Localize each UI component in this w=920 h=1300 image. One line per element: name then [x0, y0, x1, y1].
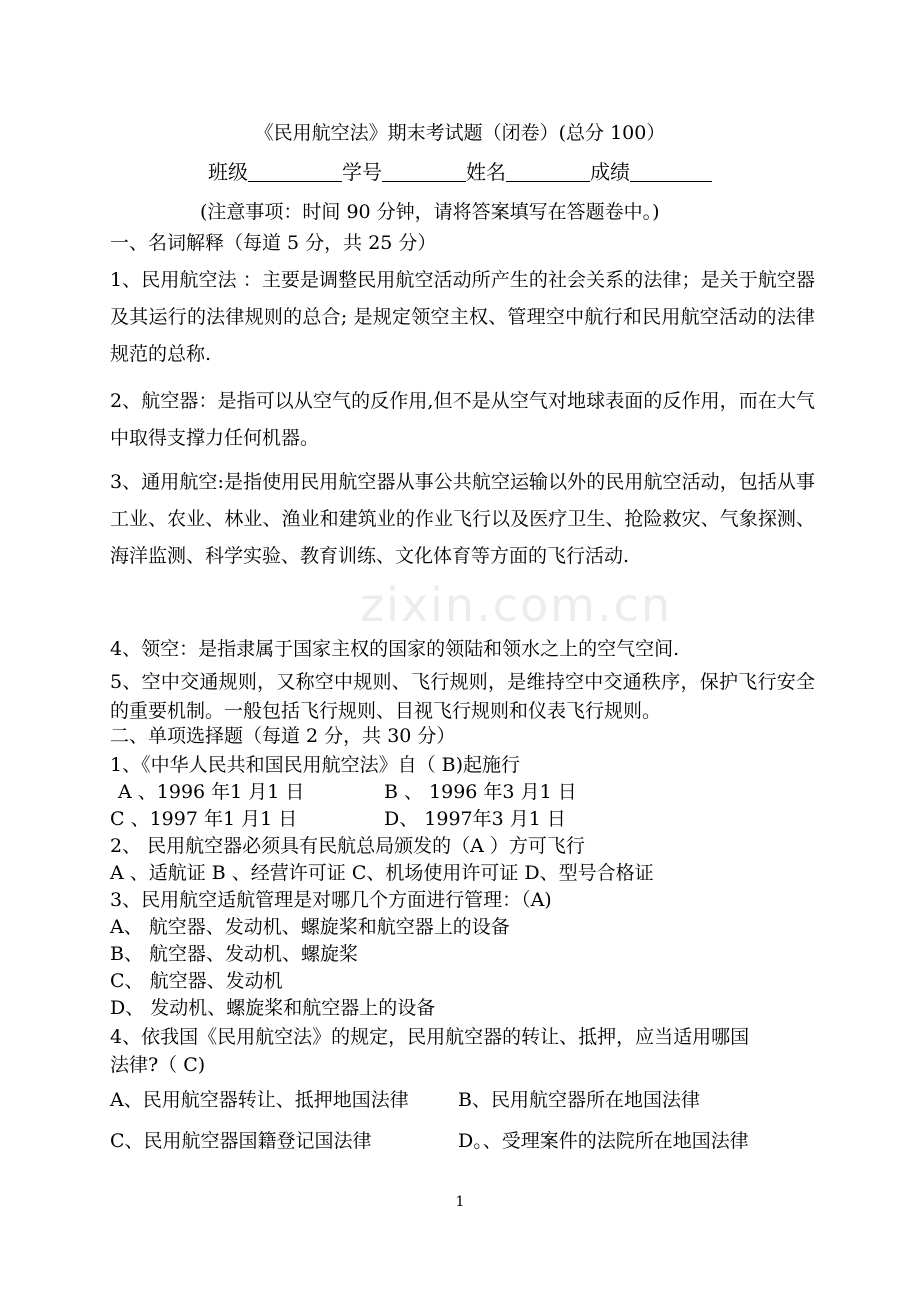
- page-number: 1: [455, 1194, 465, 1210]
- exam-title: 《民用航空法》期末考试题（闭卷）(总分 100）: [254, 122, 666, 144]
- definition-item: 5、空中交通规则，又称空中规则、飞行规则，是维持空中交通秩序，保护飞行安全的重要机制。一般包括飞行规则、目视飞行规则和仪表飞行规则。: [110, 671, 815, 722]
- definition-item: 4、领空：是指隶属于国家主权的国家的领陆和领水之上的空气空间.: [110, 638, 680, 660]
- option-c: C 、1997 年1 月1 日: [110, 808, 298, 830]
- option-b: B、 航空器、发动机、螺旋桨: [110, 943, 359, 965]
- option-d: D。、受理案件的法院所在地国法律: [458, 1130, 749, 1152]
- section2-heading: 二、单项选择题（每道 2 分，共 30 分）: [110, 725, 456, 747]
- definition-item: 3、通用航空:是指使用民用航空器从事公共航空运输以外的民用航空活动，包括从事工业、农业、林业、渔业和建筑业的作业飞行以及医疗卫生、抢险救灾、气象探测、海洋监测、科学实验、教育训练、文化体育等方面的飞行活动.: [110, 471, 815, 567]
- score-blank: [630, 161, 712, 182]
- id-blank: [382, 161, 466, 182]
- question-stem: 3、民用航空适航管理是对哪几个方面进行管理：（A): [110, 889, 552, 911]
- name-label: 姓名: [466, 160, 506, 184]
- option-row: A 、适航证 B 、经营许可证 C、机场使用许可证 D、型号合格证: [110, 862, 654, 884]
- definition-item: 2、航空器：是指可以从空气的反作用,但不是从空气对地球表面的反作用，而在大气中取得支撑力任何机器。: [110, 390, 815, 449]
- question-stem: 4、依我国《民用航空法》的规定，民用航空器的转让、抵押，应当适用哪国: [110, 1026, 750, 1048]
- option-d: D、 发动机、螺旋桨和航空器上的设备: [110, 997, 436, 1019]
- exam-notice: (注意事项：时间 90 分钟，请将答案填写在答题卷中。): [200, 201, 660, 223]
- option-c: C、民用航空器国籍登记国法律: [110, 1130, 372, 1152]
- option-b: B、民用航空器所在地国法律: [458, 1089, 700, 1111]
- name-blank: [506, 161, 590, 182]
- class-blank: [248, 161, 342, 182]
- student-info-row: [0, 159, 920, 185]
- question-stem-continued: 法律?（ C): [110, 1054, 206, 1076]
- option-a: A、 航空器、发动机、螺旋桨和航空器上的设备: [110, 916, 510, 938]
- definition-item: 1、民用航空法 ：主要是调整民用航空活动所产生的社会关系的法律；是关于航空器及其运行的法律规则的总合; 是规定领空主权、管理空中航行和民用航空活动的法律规范的总称.: [110, 269, 815, 365]
- watermark-text: zixin.com.cn: [360, 578, 673, 632]
- question-stem: 1、《中华人民共和国民用航空法》自（ B)起施行: [110, 754, 521, 776]
- class-label: 班级: [208, 160, 248, 184]
- id-label: 学号: [342, 160, 382, 184]
- option-b: B 、 1996 年3 月1 日: [384, 781, 577, 803]
- score-label: 成绩: [590, 160, 630, 184]
- option-c: C、 航空器、发动机: [110, 970, 283, 992]
- question-stem: 2、 民用航空器必须具有民航总局颁发的（A ）方可飞行: [110, 835, 585, 857]
- option-a: A、民用航空器转让、抵押地国法律: [110, 1089, 409, 1111]
- option-a: A 、1996 年1 月1 日: [118, 781, 305, 803]
- section1-heading: 一、名词解释（每道 5 分，共 25 分）: [110, 232, 437, 254]
- option-d: D、 1997年3 月1 日: [384, 808, 566, 830]
